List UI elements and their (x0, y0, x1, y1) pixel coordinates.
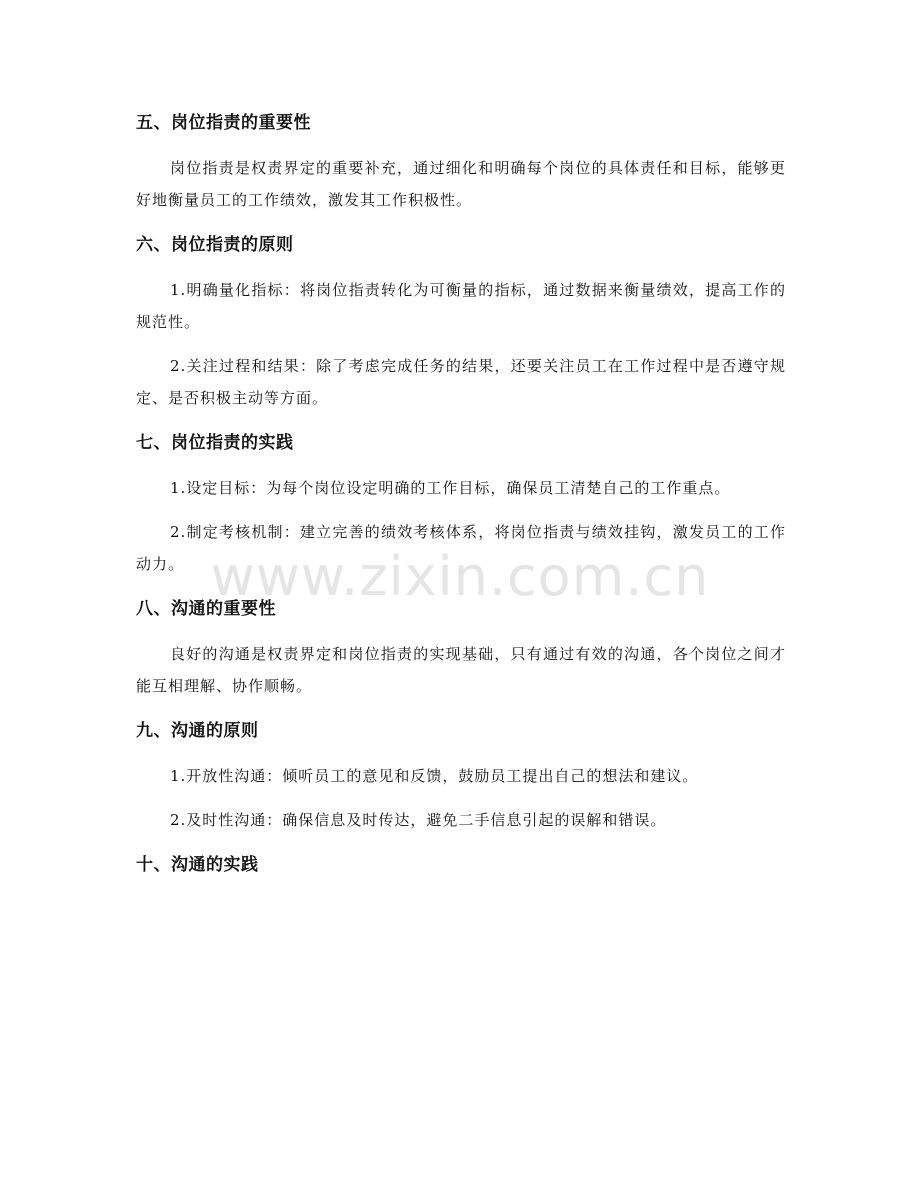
paragraph: 良好的沟通是权责界定和岗位指责的实现基础，只有通过有效的沟通，各个岗位之间才能互相理解、协作顺畅。 (136, 645, 786, 695)
section-8 (136, 594, 786, 702)
paragraph: 1.明确量化指标：将岗位指责转化为可衡量的指标，通过数据来衡量绩效，提高工作的规范性。 (136, 281, 786, 331)
section-5 (136, 108, 786, 216)
section-title: 九、沟通的原则 (136, 721, 259, 741)
section-7 (136, 428, 786, 580)
section-title: 六、岗位指责的原则 (136, 235, 294, 255)
paragraph: 2.关注过程和结果：除了考虑完成任务的结果，还要关注员工在工作过程中是否遵守规定、是否积极主动等方面。 (136, 357, 786, 407)
section-title: 五、岗位指责的重要性 (136, 113, 311, 133)
paragraph: 2.及时性沟通：确保信息及时传达，避免二手信息引起的误解和错误。 (170, 811, 667, 829)
paragraph: 岗位指责是权责界定的重要补充，通过细化和明确每个岗位的具体责任和目标，能够更好地衡量员工的工作绩效，激发其工作积极性。 (136, 159, 786, 209)
section-title: 十、沟通的实践 (136, 855, 259, 875)
section-6 (136, 230, 786, 414)
paragraph: 2.制定考核机制：建立完善的绩效考核体系，将岗位指责与绩效挂钩，激发员工的工作动力。 (136, 523, 786, 573)
section-10 (136, 850, 786, 880)
section-9 (136, 716, 786, 836)
document-body (136, 108, 786, 894)
section-title: 七、岗位指责的实践 (136, 433, 294, 453)
watermark: www.zixin.com.cn (210, 545, 710, 608)
paragraph: 1.设定目标：为每个岗位设定明确的工作目标，确保员工清楚自己的工作重点。 (170, 479, 731, 497)
paragraph: 1.开放性沟通：倾听员工的意见和反馈，鼓励员工提出自己的想法和建议。 (170, 767, 699, 785)
section-title: 八、沟通的重要性 (136, 599, 276, 619)
